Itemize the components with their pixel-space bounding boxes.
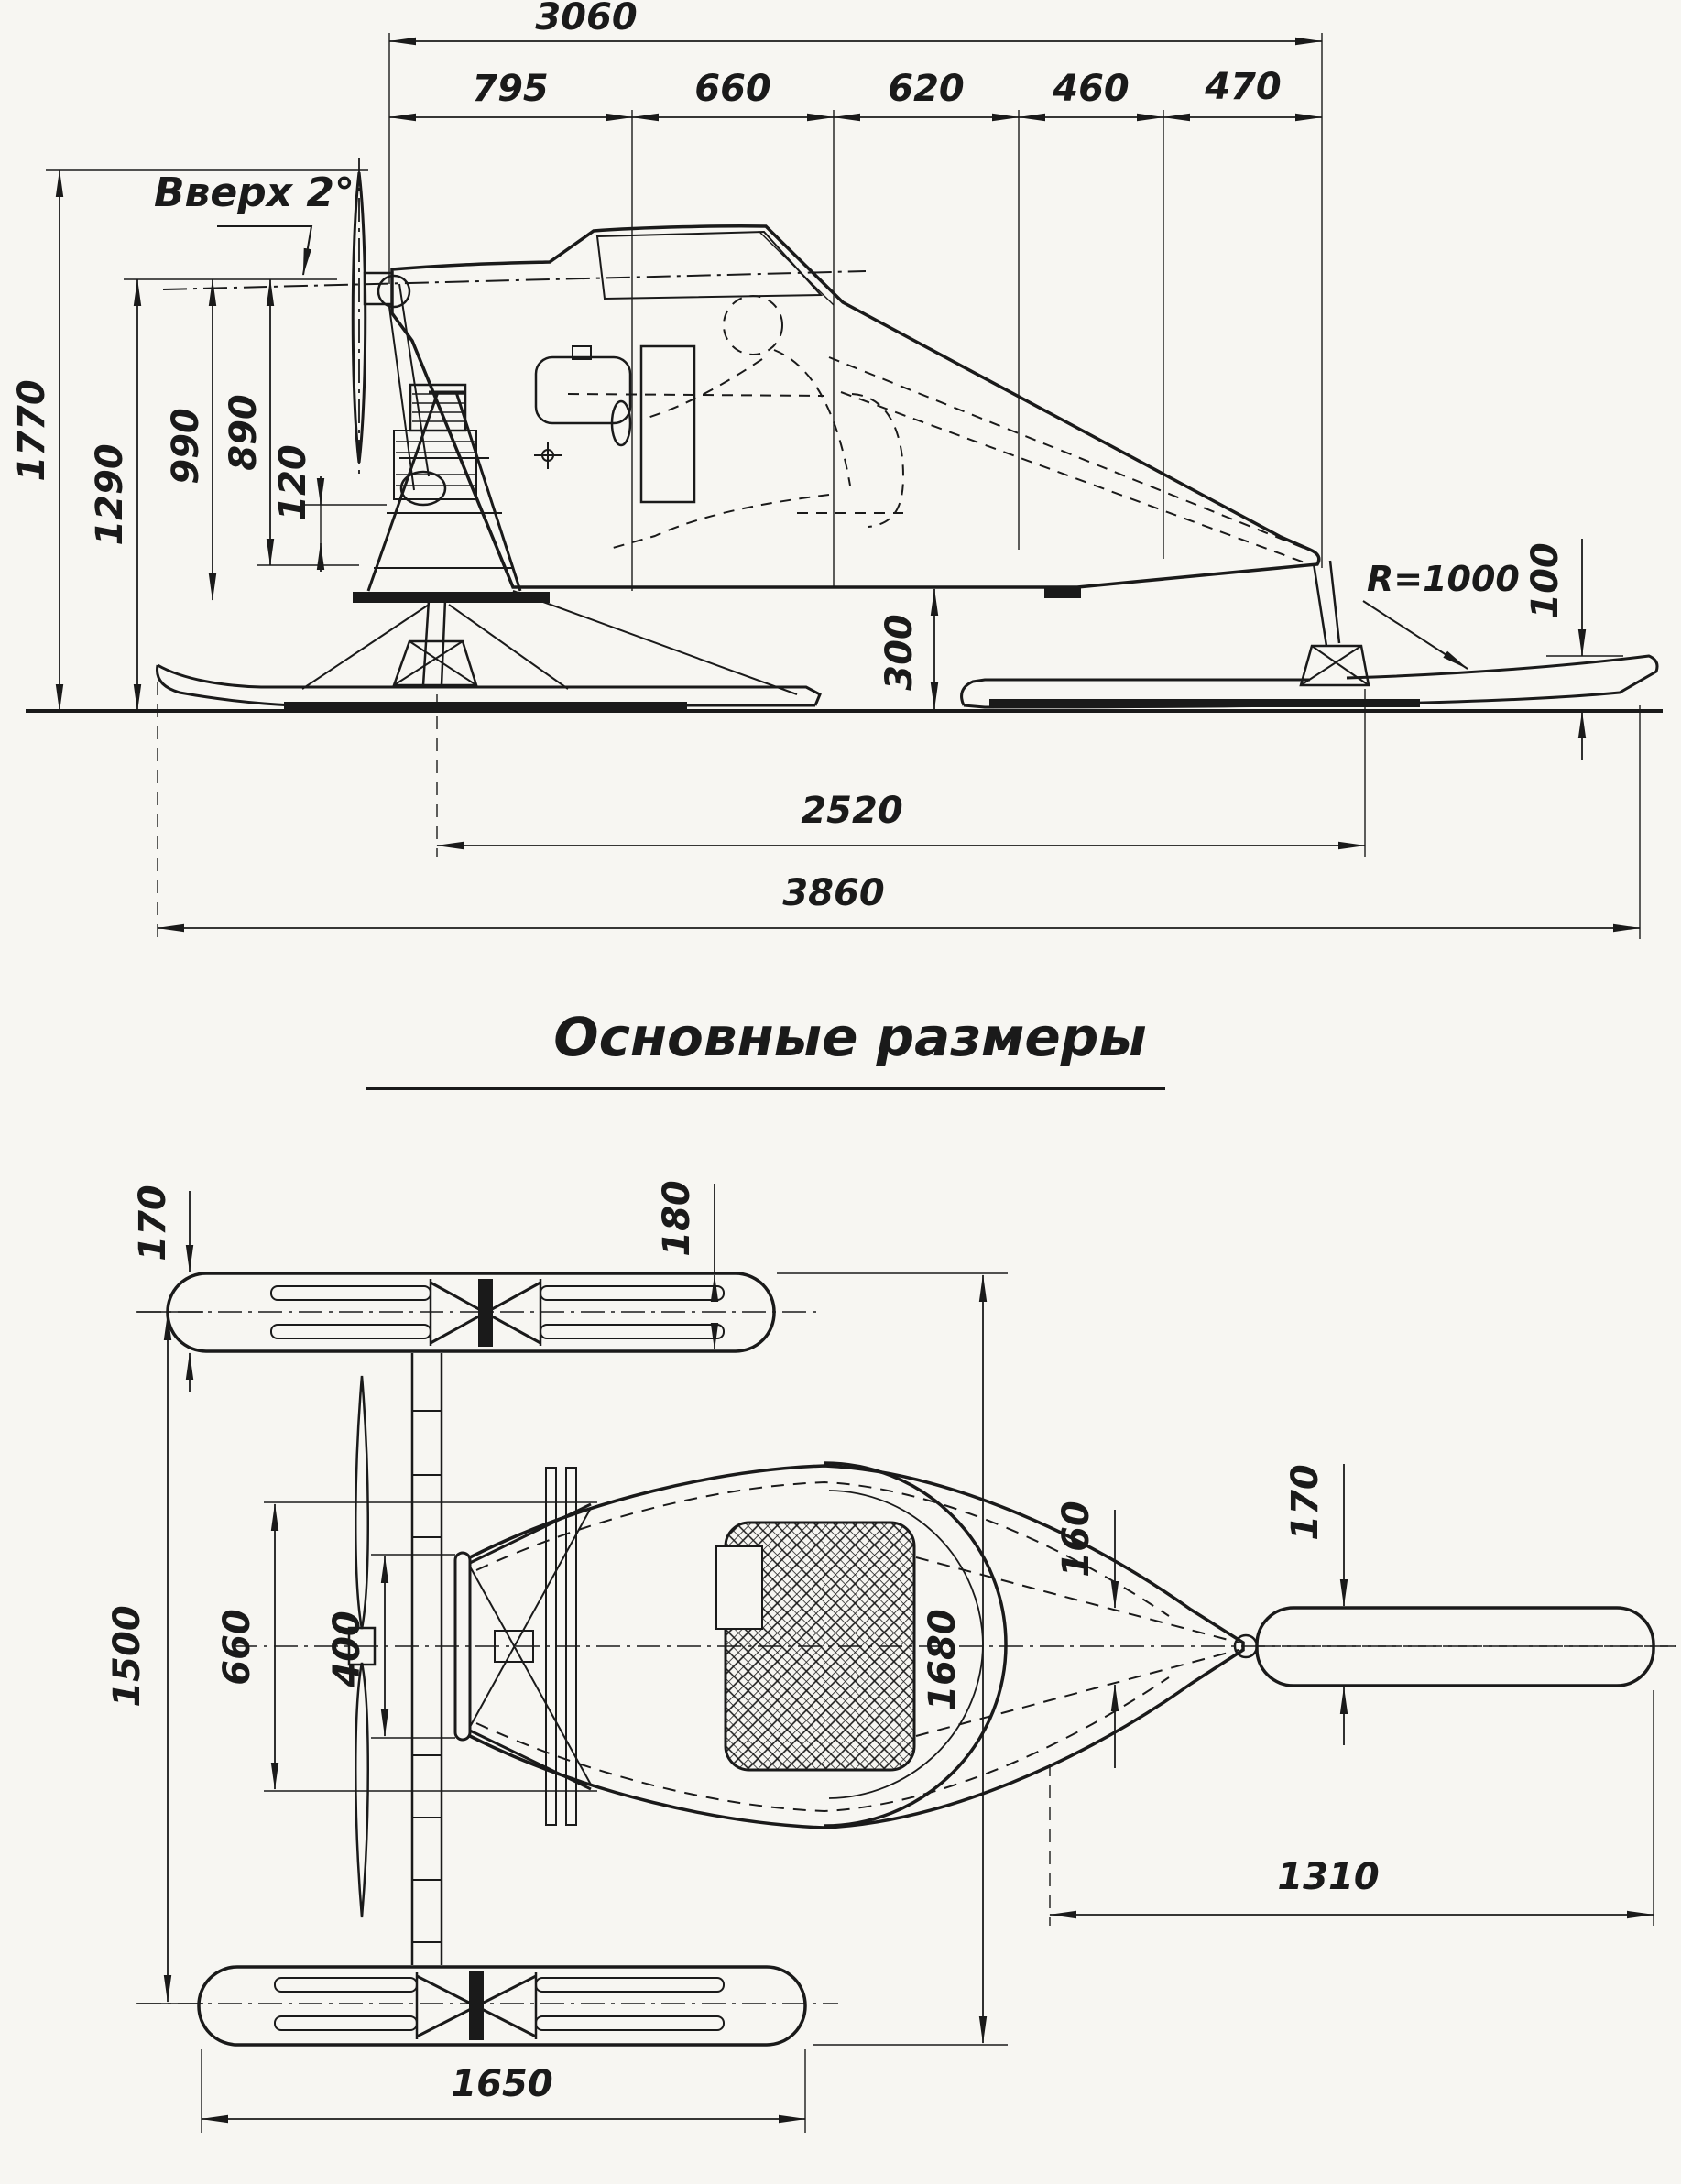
dim-label-170-rear: 170 bbox=[1284, 1464, 1326, 1541]
dim-label-1650: 1650 bbox=[451, 2063, 553, 2105]
dim-label-170-front: 170 bbox=[132, 1185, 174, 1261]
dim-label-470: 470 bbox=[1205, 66, 1282, 108]
windshield-frame-line bbox=[759, 231, 834, 305]
dim-label-1770: 1770 bbox=[11, 379, 53, 482]
magneto-fan-icon bbox=[534, 442, 562, 469]
canopy-glass bbox=[597, 232, 821, 299]
dim-label-2520: 2520 bbox=[801, 790, 903, 832]
dim-label-890: 890 bbox=[223, 394, 265, 471]
radius-leader bbox=[1363, 601, 1468, 669]
dim-label-795: 795 bbox=[472, 68, 549, 110]
left-dimensions bbox=[46, 170, 387, 711]
dim-label-3860: 3860 bbox=[782, 872, 885, 914]
dim-label-160: 160 bbox=[1055, 1501, 1097, 1578]
dim-label-100: 100 bbox=[1524, 542, 1566, 619]
angle-note-leader bbox=[217, 226, 311, 275]
dim-label-660: 660 bbox=[694, 68, 771, 110]
front-ski-side bbox=[158, 591, 821, 710]
footstep bbox=[1044, 587, 1081, 598]
dim-label-1310: 1310 bbox=[1277, 1856, 1380, 1898]
dim-label-620: 620 bbox=[888, 68, 965, 110]
title-text: Основные размеры bbox=[553, 1006, 1147, 1068]
dim-label-300: 300 bbox=[879, 614, 921, 691]
dim-label-1500: 1500 bbox=[106, 1605, 148, 1708]
firewall-panel bbox=[641, 346, 694, 502]
propeller-pulley bbox=[378, 276, 409, 307]
dim-label-990: 990 bbox=[165, 408, 207, 485]
drawing-title bbox=[366, 1006, 1165, 1088]
fuel-tank bbox=[536, 357, 630, 423]
drive-belt bbox=[399, 284, 429, 476]
rear-ski-runner bbox=[989, 699, 1420, 707]
dim-label-3060: 3060 bbox=[535, 0, 638, 38]
driver-silhouette bbox=[568, 296, 1308, 562]
angle-note-label: Вверх 2° bbox=[154, 169, 355, 216]
dim-label-1290: 1290 bbox=[89, 443, 131, 546]
dim-label-400: 400 bbox=[326, 1611, 368, 1687]
front-ski-bottom-plan bbox=[199, 1967, 805, 2045]
dim-label-660-plan: 660 bbox=[216, 1609, 258, 1686]
dim-label-1680: 1680 bbox=[922, 1609, 964, 1711]
cross-beam bbox=[412, 1353, 442, 1965]
dim-label-460: 460 bbox=[1053, 68, 1130, 110]
plan-view bbox=[106, 1180, 1676, 2133]
dim-label-radius: R=1000 bbox=[1367, 559, 1520, 599]
dim-label-120: 120 bbox=[272, 444, 314, 521]
engine-assembly bbox=[353, 276, 694, 603]
cockpit-seat-notch bbox=[716, 1546, 762, 1629]
dim-label-180: 180 bbox=[656, 1180, 698, 1257]
side-view bbox=[11, 0, 1663, 939]
thrust-axis-line bbox=[163, 271, 866, 289]
front-ski-runner bbox=[284, 702, 687, 710]
